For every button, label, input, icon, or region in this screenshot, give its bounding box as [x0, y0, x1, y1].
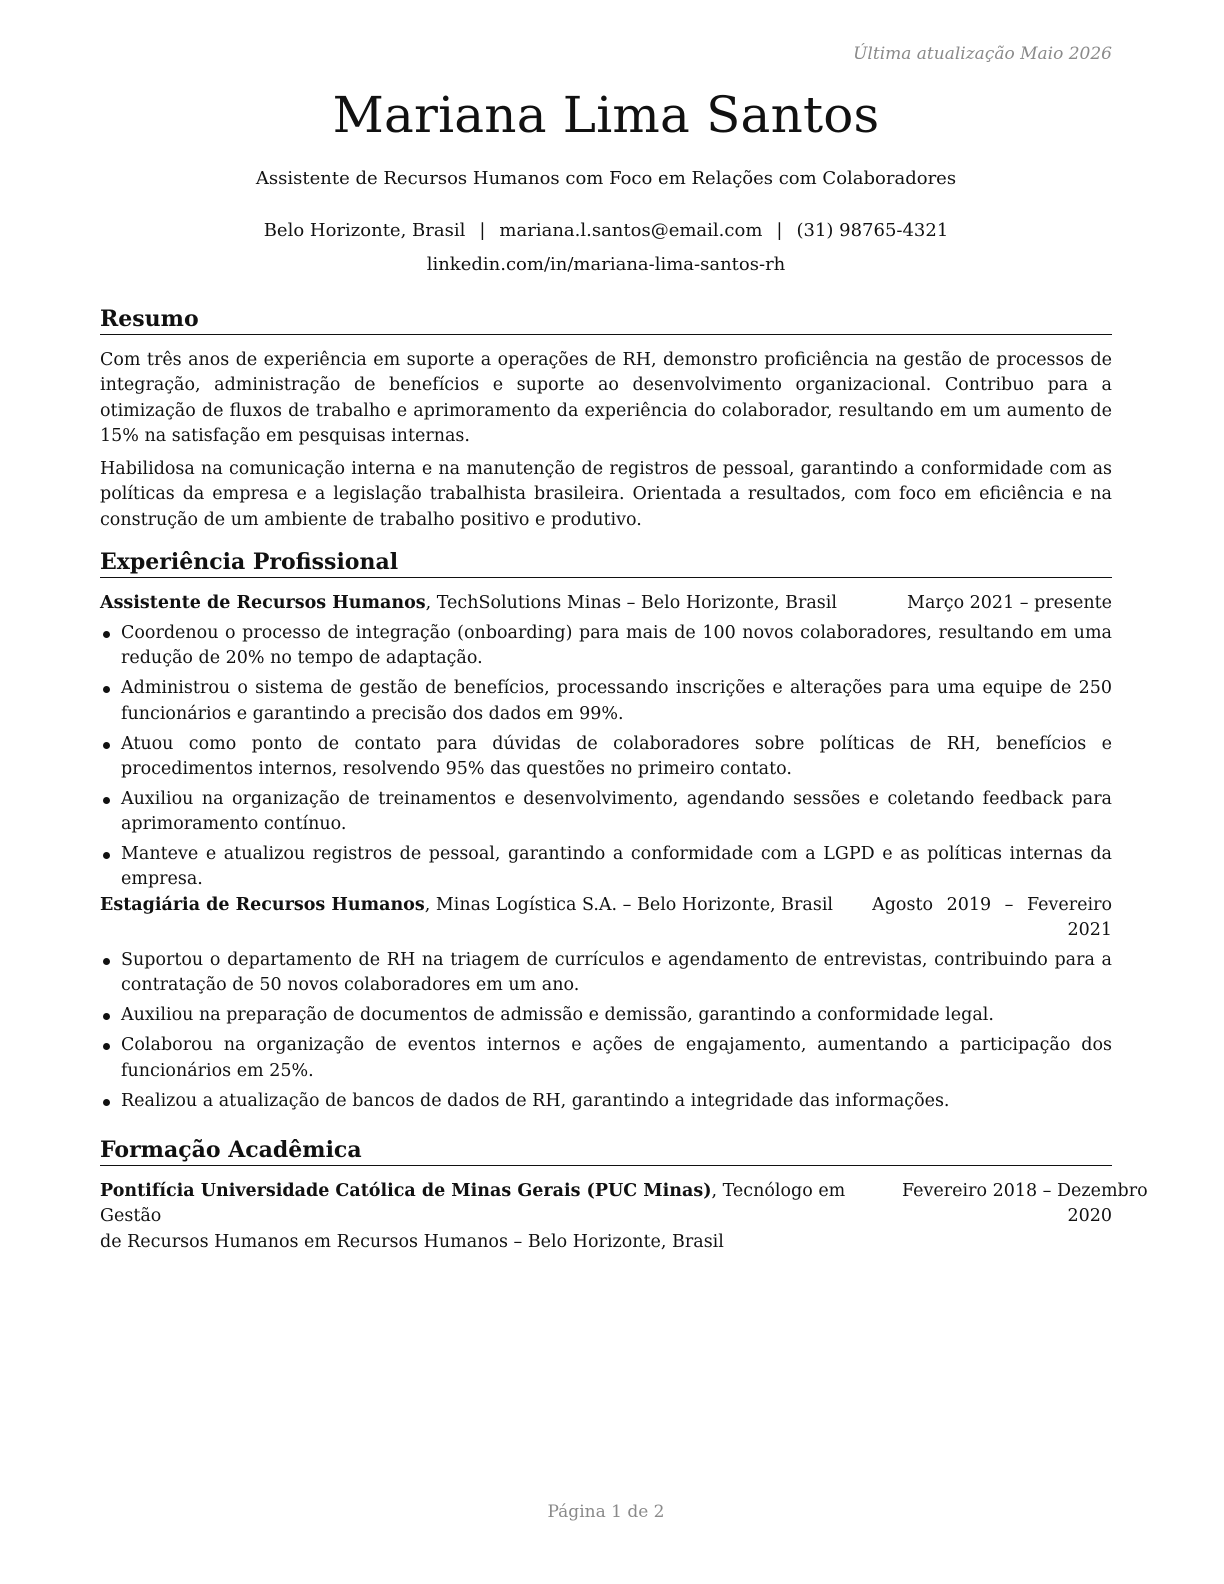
page-number: Página 1 de 2 [547, 1502, 665, 1522]
job-bullet: Suportou o departamento de RH na triagem de currículos e agendamento de entrevistas, contribuindo para a contratação de 50 novos colaboradores em um ano. [100, 948, 1112, 999]
last-updated: Última atualização Maio 2026 [853, 44, 1112, 64]
job-company: , Minas Logística S.A. – Belo Horizonte, Brasil [424, 895, 834, 915]
candidate-subtitle: Assistente de Recursos Humanos com Foco em Relações com Colaboradores [255, 168, 957, 189]
education-dates [902, 1179, 1148, 1230]
contact-location: Belo Horizonte, Brasil [263, 220, 466, 241]
contact-separator: | [479, 220, 486, 241]
candidate-name: Mariana Lima Santos [332, 86, 880, 144]
job-bullet: Atuou como ponto de contato para dúvidas de colaboradores sobre políticas de RH, benefícios e procedimentos internos, resolvendo 95% das questões no primeiro contato. [100, 732, 1112, 783]
summary-paragraph: Com três anos de experiência em suporte a operações de RH, demonstro proficiência na gestão de processos de integração, administração de benefícios e suporte ao desenvolvimento organizacional. Contribuo para a otimização de fluxos de trabalho e aprimoramento da experiência do colaborador, resultando em um aumento de 15% na satisfação em pesquisas internas. [100, 350, 1112, 446]
summary-paragraph: Habilidosa na comunicação interna e na manutenção de registros de pessoal, garantindo a conformidade com as políticas da empresa e a legislação trabalhista brasileira. Orientada a resultados, com foco em eficiência e na construção de um ambiente de trabalho positivo e produtivo. [100, 459, 1112, 530]
job-title: Assistente de Recursos Humanos [100, 593, 426, 613]
job-dates [872, 893, 1112, 944]
resume-page [100, 0, 1148, 1584]
job-bullet: Administrou o sistema de gestão de benefícios, processando inscrições e alterações para uma equipe de 250 funcionários e garantindo a precisão dos dados em 99%. [100, 676, 1112, 727]
section-heading-experience: Experiência Profissional [100, 549, 1112, 578]
job-bullet: Auxiliou na organização de treinamentos e desenvolvimento, agendando sessões e coletando feedback para aprimoramento contínuo. [100, 787, 1112, 838]
job-bullet: Auxiliou na preparação de documentos de admissão e demissão, garantindo a conformidade legal. [100, 1003, 1112, 1028]
job-title: Estagiária de Recursos Humanos [100, 895, 425, 915]
contact-phone: (31) 98765-4321 [796, 220, 949, 241]
job-company: , TechSolutions Minas – Belo Horizonte, Brasil [425, 593, 837, 613]
job-bullet: Realizou a atualização de bancos de dados de RH, garantindo a integridade das informações. [100, 1089, 1112, 1114]
linkedin-link[interactable]: linkedin.com/in/mariana-lima-santos-rh [426, 254, 786, 275]
section-heading-education: Formação Acadêmica [100, 1137, 1112, 1166]
education-institution: Pontifícia Universidade Católica de Minas Gerais (PUC Minas) [100, 1181, 712, 1201]
education-dates-line: Fevereiro 2018 – Dezembro [902, 1181, 1148, 1201]
education-entry [100, 1179, 1148, 1252]
contact-email[interactable]: mariana.l.santos@email.com [499, 220, 763, 241]
job-bullet: Coordenou o processo de integração (onboarding) para mais de 100 novos colaboradores, resultando em uma redução de 20% no tempo de adaptação. [100, 621, 1112, 672]
job-bullet: Colaborou na organização de eventos internos e ações de engajamento, aumentando a participação dos funcionários em 25%. [100, 1033, 1112, 1084]
contact-line [100, 220, 1112, 241]
education-degree-continued: de Recursos Humanos em Recursos Humanos – Belo Horizonte, Brasil [100, 1231, 724, 1252]
job-dates-line: Agosto 2019 – Fevereiro [872, 895, 1112, 915]
education-degree: , Tecnólogo em Gestão [100, 1181, 846, 1227]
job-dates-line: 2021 [1067, 920, 1112, 941]
contact-separator: | [776, 220, 783, 241]
job-header [100, 591, 1112, 617]
section-heading-summary: Resumo [100, 306, 1112, 335]
job-dates: Março 2021 – presente [907, 593, 1112, 613]
education-dates-line: 2020 [1067, 1206, 1112, 1227]
job-bullet-list [100, 621, 1112, 897]
job-bullet: Manteve e atualizou registros de pessoal, garantindo a conformidade com a LGPD e as políticas internas da empresa. [100, 842, 1112, 893]
job-bullet-list [100, 948, 1112, 1119]
job-header [100, 893, 1112, 945]
